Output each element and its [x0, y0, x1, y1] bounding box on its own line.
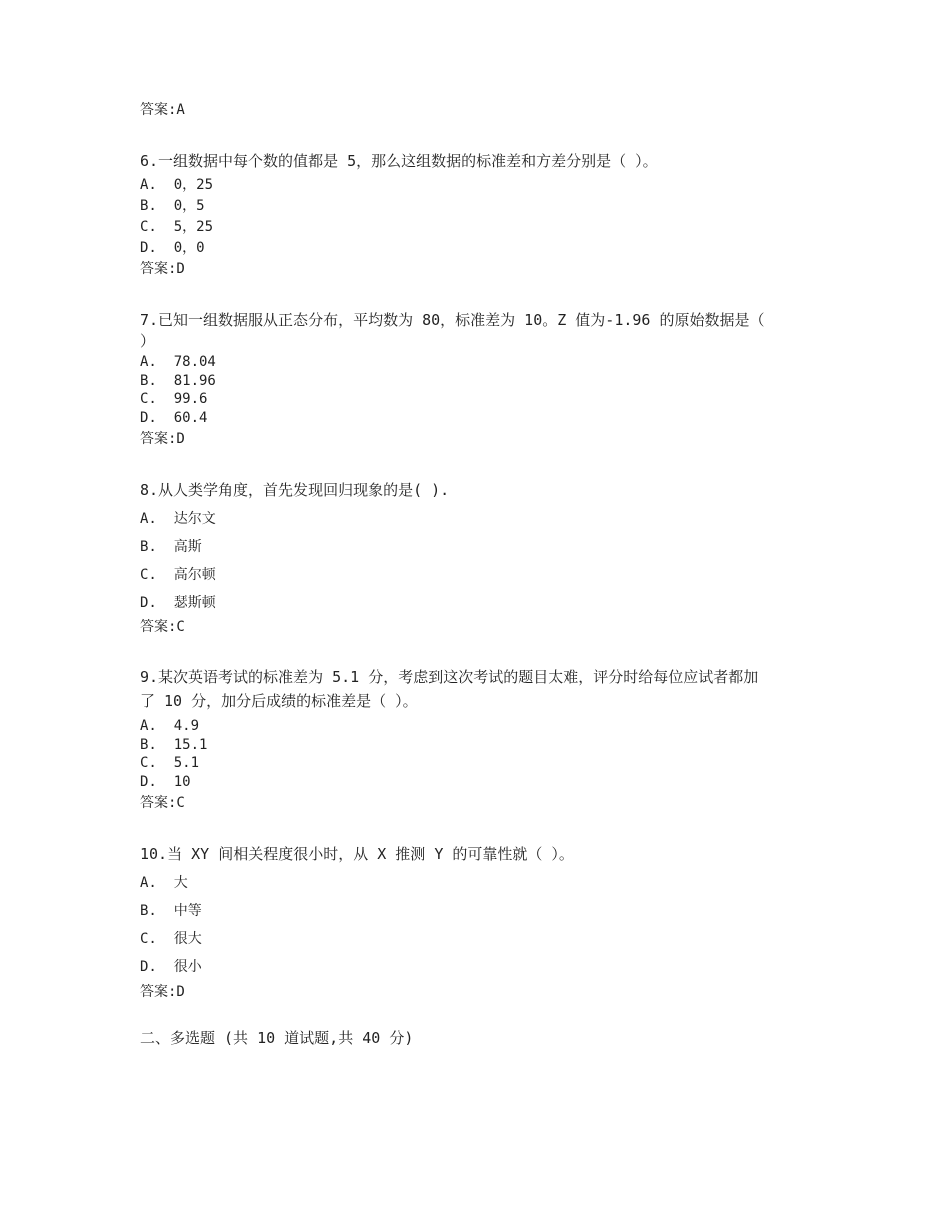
option-a: A. 0，25	[140, 177, 214, 193]
question-stem-continued: ）	[140, 332, 156, 350]
question-stem: 7.已知一组数据服从正态分布，平均数为 80，标准差为 10。Z 值为-1.96 的原始数据是（	[140, 311, 765, 329]
option-d: D. 瑟斯顿	[140, 595, 216, 611]
question-stem: 8.从人类学角度，首先发现回归现象的是( ).	[140, 481, 450, 499]
option-b: B. 81.96	[140, 373, 216, 389]
option-a: A. 78.04	[140, 354, 216, 370]
option-c: C. 高尔顿	[140, 567, 216, 583]
option-a: A. 达尔文	[140, 511, 216, 527]
option-d: D. 0，0	[140, 240, 205, 256]
answer: 答案:C	[140, 795, 185, 811]
question-stem: 6.一组数据中每个数的值都是 5，那么这组数据的标准差和方差分别是（ ）。	[140, 152, 658, 170]
option-d: D. 60.4	[140, 410, 208, 426]
section-title: 二、多选题 (共 10 道试题,共 40 分)	[140, 1029, 414, 1047]
option-c: C. 5.1	[140, 755, 200, 771]
option-b: B. 中等	[140, 903, 202, 919]
option-b: B. 高斯	[140, 539, 202, 555]
answer: 答案:D	[140, 984, 185, 1000]
question-stem: 10.当 XY 间相关程度很小时，从 X 推测 Y 的可靠性就（ ）。	[140, 845, 574, 863]
option-b: B. 0，5	[140, 198, 205, 214]
question-stem-continued: 了 10 分，加分后成绩的标准差是（ ）。	[140, 692, 418, 710]
option-c: C. 99.6	[140, 391, 208, 407]
option-b: B. 15.1	[140, 737, 208, 753]
answer: 答案:C	[140, 619, 185, 635]
option-c: C. 很大	[140, 931, 202, 947]
option-c: C. 5，25	[140, 219, 214, 235]
answer: 答案:D	[140, 261, 185, 277]
option-d: D. 10	[140, 774, 191, 790]
answer: 答案:D	[140, 431, 185, 447]
previous-answer: 答案:A	[140, 102, 185, 118]
option-a: A. 大	[140, 875, 188, 891]
option-a: A. 4.9	[140, 718, 200, 734]
question-stem: 9.某次英语考试的标准差为 5.1 分，考虑到这次考试的题目太难，评分时给每位应试者都加	[140, 668, 759, 686]
option-d: D. 很小	[140, 959, 202, 975]
